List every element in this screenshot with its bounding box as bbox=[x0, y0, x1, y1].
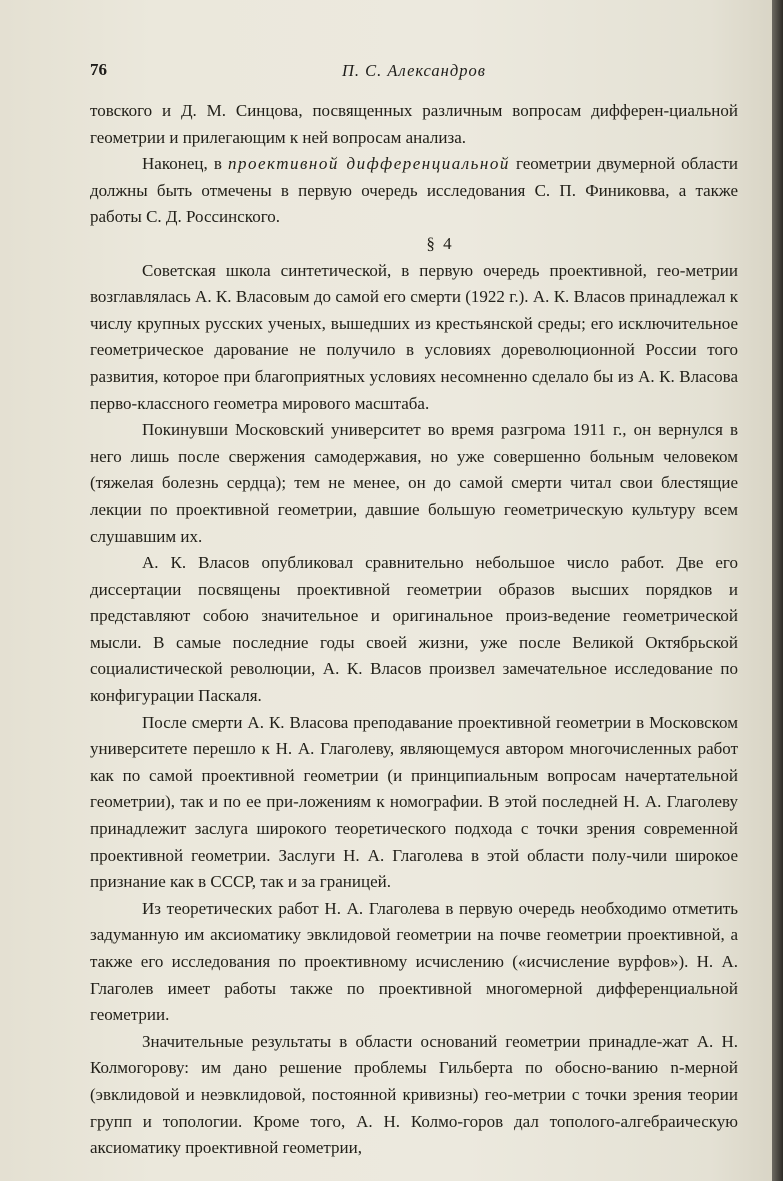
emphasis-projective-differential: проективной дифференциальной bbox=[227, 154, 510, 174]
paragraph-vlasov-works: А. К. Власов опубликовал сравнительно небольшое число работ. Две его диссертации посвящены проективной геометрии образов высших порядков и представляют собою значительное и оригинальное произ-ведение геометрической мысли. В самые последние годы своей жизни, уже после Великой Октябрьской социалистической революции, А. К. Власов произвел замечательное исследование по конфигурации Паскаля. bbox=[90, 553, 738, 706]
paragraph-projective-rest: геометрии двумерной области должны быть отмечены в первую очередь исследования С. П. Финиковва, а также работы С. Д. Россинского. bbox=[90, 154, 738, 227]
paragraph-soviet-school: Советская школа синтетической, в первую очередь проективной, гео-метрии возглавлялась А. К. Власовым до самой его смерти (1922 г.). А. К. Власов принадлежал к числу крупных русских ученых, вышедших из крестьянской среды; его исключительное геометрическое дарование не получило в условиях дореволюционной России того развития, которое при благоприятных условиях несомненно сделало бы из А. К. Власова перво-классного геометра мирового масштаба. bbox=[90, 260, 738, 413]
paragraph-glagolev-theory: Из теоретических работ Н. А. Глаголева в первую очередь необходимо отметить задуманную им аксиоматику эвклидовой геометрии на почве геометрии проективной, а также его исследования по проективному исчислению («исчисление вурфов»). Н. А. Глаголев имеет работы также по проективной многомерной дифференциальной геометрии. bbox=[90, 898, 738, 1025]
page-number: 76 bbox=[90, 60, 107, 79]
paragraph-projective-lead: Наконец, в bbox=[142, 154, 222, 174]
body-text bbox=[90, 98, 738, 1162]
paragraph-glagolev: После смерти А. К. Власова преподавание проективной геометрии в Московском университете перешло к Н. А. Глаголеву, являющемуся автором многочисленных работ как по самой проективной геометрии (и принципиальным вопросам начертательной геометрии), так и по ее при-ложениям к номографии. В этой последней Н. А. Глаголеву принадлежит заслуга широкого теоретического подхода с точки зрения современной проективной геометрии. Заслуги Н. А. Глаголева в этой области полу-чили широкое признание как в СССР, так и за границей. bbox=[90, 712, 738, 892]
paragraph-kolmogorov: Значительные результаты в области оснований геометрии принадле-жат А. Н. Колмогорову: им дано решение проблемы Гильберта по обосно-ванию n-мерной (эвклидовой и неэвклидовой, постоянной кривизны) гео-метрии с точки зрения теории групп и топологии. Кроме того, А. Н. Колмо-горов дал тополого-алгебраическую аксиоматику проективной геометрии, bbox=[90, 1031, 738, 1158]
page-header bbox=[90, 56, 740, 84]
running-head: П. С. Александров bbox=[342, 61, 486, 80]
section-heading: § 4 bbox=[426, 233, 454, 253]
paragraph-continuation: товского и Д. М. Синцова, посвященных различным вопросам дифферен-циальной геометрии и прилегающим к ней вопросам анализа. bbox=[90, 101, 738, 147]
paragraph-projective bbox=[90, 151, 738, 231]
book-spine-edge bbox=[772, 0, 783, 1181]
paragraph-vlasov-return: Покинувши Московский университет во время разгрома 1911 г., он вернулся в него лишь после свержения самодержавия, но уже совершенно больным человеком (тяжелая болезнь сердца); тем не менее, он до самой смерти читал свои блестящие лекции по проективной геометрии, давшие большую геометрическую культуру всем слушавшим их. bbox=[90, 420, 738, 546]
